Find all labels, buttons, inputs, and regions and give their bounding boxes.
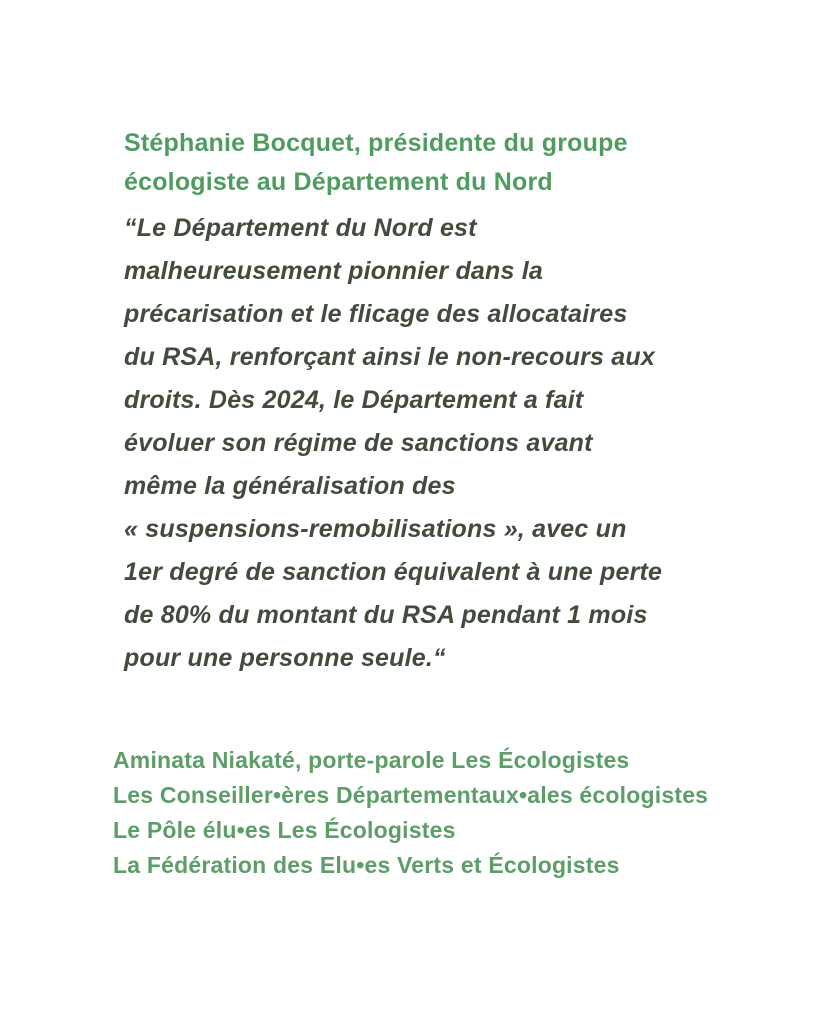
quote-text-line-3: précarisation et le flicage des allocataires <box>124 300 628 328</box>
quote-text-line-11: pour une personne seule.“ <box>124 644 446 672</box>
quote-text-line-1: “Le Département du Nord est <box>124 214 477 242</box>
signatories-list-line-2: Les Conseiller•ères Départementaux•ales écologistes <box>113 782 709 808</box>
quote-text-line-10: de 80% du montant du RSA pendant 1 mois <box>124 601 648 629</box>
attribution-heading-line-2: écologiste au Département du Nord <box>124 168 553 196</box>
quote-text-line-8: « suspensions-remobilisations », avec un <box>124 515 627 543</box>
quote-text-line-2: malheureusement pionnier dans la <box>124 257 544 285</box>
signatories-list <box>113 743 793 883</box>
quote-block <box>124 124 744 680</box>
quote-text-line-4: du RSA, renforçant ainsi le non-recours aux <box>124 343 655 371</box>
quote-text-line-9: 1er degré de sanction équivalent à une perte <box>124 558 663 586</box>
quote-text-line-5: droits. Dès 2024, le Département a fait <box>124 386 584 414</box>
attribution-heading <box>124 124 744 202</box>
signatories-list-line-3: Le Pôle élu•es Les Écologistes <box>113 817 456 843</box>
quote-text-line-6: évoluer son régime de sanctions avant <box>124 429 593 457</box>
attribution-heading-line-1: Stéphanie Bocquet, présidente du groupe <box>124 129 628 157</box>
signatories-list-line-1: Aminata Niakaté, porte-parole Les Écologistes <box>113 747 630 773</box>
quote-text <box>124 207 744 680</box>
signatories-list-line-4: La Fédération des Elu•es Verts et Écologistes <box>113 852 620 878</box>
quote-text-line-7: même la généralisation des <box>124 472 456 500</box>
